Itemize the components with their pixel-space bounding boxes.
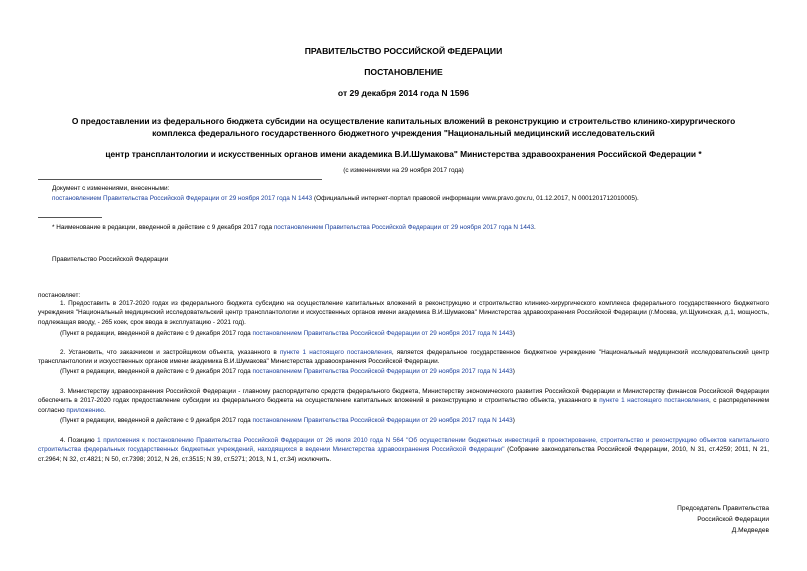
note-link[interactable]: постановлением Правительства Российской Федерации от 29 ноября 2017 года N 1443 xyxy=(252,417,513,424)
signature-position: Председатель Правительства xyxy=(677,505,769,512)
document-title xyxy=(0,115,807,160)
p3-text-a: 3. Министерству здравоохранения Российской Федерации - главному распорядителю средств федерального бюджета, Министерству экономического развития Российской Федерации и Министерству финансов Российской Федерации обеспечить в 2017-2020 годах предоставление субсидии из федерального бюджета на осуществление капитальных вложений в реконструкцию и строительство объекта, указанного в xyxy=(38,388,769,405)
note-suffix: ) xyxy=(512,417,515,424)
paragraph-1: 1. Предоставить в 2017-2020 годах из федерального бюджета субсидию на осуществление капитальных вложений в реконструкцию и строительство клинико-хирургического комплекса федерального государственного бюджетного учреждения "Национальный медицинский исследовательский центр трансплантологии и искусственных органов имени академика В.И.Шумакова" Министерства здравоохранения Российской Федерации (г.Москва, ул.Щукинская, д.1, мощность, подлежащая вводу, - 265 коек, срок ввода в эксплуатацию - 2021 год). xyxy=(38,300,769,326)
note-suffix: ) xyxy=(512,368,515,375)
p4-text-b: (Собрание законодательства Российской Федерации, 2010, N 31, ст.4259; 2011, N 21, ст.2964; N 32, ст.4821; N 50, ст.7398; 2012, N 26, ст.3515; N 39, ст.5271; 2013, N 1, ст.34) исключить. xyxy=(38,446,769,463)
amendment-note-1 xyxy=(60,329,515,338)
title-line-2: комплекса федерального государственного бюджетного учреждения "Национальный медицинский исследовательский xyxy=(152,128,655,138)
p2-text-a: 2. Установить, что заказчиком и застройщиком объекта, указанного в xyxy=(60,349,280,356)
note-prefix: (Пункт в редакции, введенной в действие с 9 декабря 2017 года xyxy=(60,368,253,375)
p4-link[interactable]: 1 приложения к постановлению Правительства Российской Федерации от 26 июля 2010 года N 564 "Об осуществлении бюджетных инвестиций в проектирование, строительство и реконструкцию объектов капитального строительства федеральных государственных бюджетных учреждений, находящихся в ведении Министерства здравоохранения Российской Федерации" xyxy=(38,437,769,454)
note-prefix: (Пункт в редакции, введенной в действие с 9 декабря 2017 года xyxy=(60,417,253,424)
p3-link-1[interactable]: пункте 1 настоящего постановления xyxy=(599,397,709,405)
amendment-note-2 xyxy=(60,367,515,376)
changes-source: (Официальный интернет-портал правовой информации www.pravo.gov.ru, 01.12.2017, N 0001201712010005). xyxy=(312,195,639,202)
footnote xyxy=(52,223,536,232)
paragraph-3 xyxy=(38,387,769,415)
p4-text-a: 4. Позицию xyxy=(60,437,98,444)
signature-block xyxy=(677,503,769,536)
title-line-1: О предоставлении из федерального бюджета субсидии на осуществление капитальных вложений в реконструкцию и строительство клинико-хирургического xyxy=(71,116,736,126)
government-name: ПРАВИТЕЛЬСТВО РОССИЙСКОЙ ФЕДЕРАЦИИ xyxy=(304,46,503,56)
signature-name: Д.Медведев xyxy=(731,527,769,534)
note-link[interactable]: постановлением Правительства Российской Федерации от 29 ноября 2017 года N 1443 xyxy=(252,368,513,375)
footnote-end: . xyxy=(534,224,536,231)
p3-link-2[interactable]: приложению xyxy=(66,406,104,414)
revision-note: (с изменениями на 29 ноября 2017 года) xyxy=(343,167,464,174)
paragraph-2 xyxy=(38,348,769,367)
document-date: от 29 декабря 2014 года N 1596 xyxy=(337,88,470,98)
note-suffix: ) xyxy=(512,330,515,337)
footnote-link[interactable]: постановлением Правительства Российской Федерации от 29 ноября 2017 года N 1443 xyxy=(273,224,535,231)
p2-text-b: , является федеральное государственное бюджетное учреждение "Национальный медицинский исследовательский центр трансплантологии и искусственных органов имени академика В.И.Шумакова" Министерства здравоохранения Российской Федерации. xyxy=(38,349,769,366)
divider-footnote xyxy=(38,217,102,218)
changes-line xyxy=(52,194,639,203)
changes-label: Документ с изменениями, внесенными: xyxy=(52,185,170,192)
p2-link[interactable]: пункте 1 настоящего постановления xyxy=(279,349,392,356)
changes-link[interactable]: постановлением Правительства Российской Федерации от 29 ноября 2017 года N 1443 xyxy=(52,195,313,202)
note-link[interactable]: постановлением Правительства Российской Федерации от 29 ноября 2017 года N 1443 xyxy=(252,330,513,337)
title-line-3: центр трансплантологии и искусственных органов имени академика В.И.Шумакова" Министерства здравоохранения Российской Федерации * xyxy=(105,149,702,159)
decides: постановляет: xyxy=(38,292,81,299)
note-prefix: (Пункт в редакции, введенной в действие с 9 декабря 2017 года xyxy=(60,330,253,337)
p3-text-b: , с распределением согласно xyxy=(38,397,769,414)
divider-top xyxy=(38,179,322,180)
document-type: ПОСТАНОВЛЕНИЕ xyxy=(364,67,443,77)
signature-body: Российской Федерации xyxy=(697,516,769,523)
amendment-note-3 xyxy=(60,416,515,425)
p3-text-c: . xyxy=(103,406,106,414)
preamble: Правительство Российской Федерации xyxy=(52,256,169,263)
paragraph-4 xyxy=(38,436,769,464)
footnote-text: * Наименование в редакции, введенной в действие с 9 декабря 2017 года xyxy=(52,224,274,231)
